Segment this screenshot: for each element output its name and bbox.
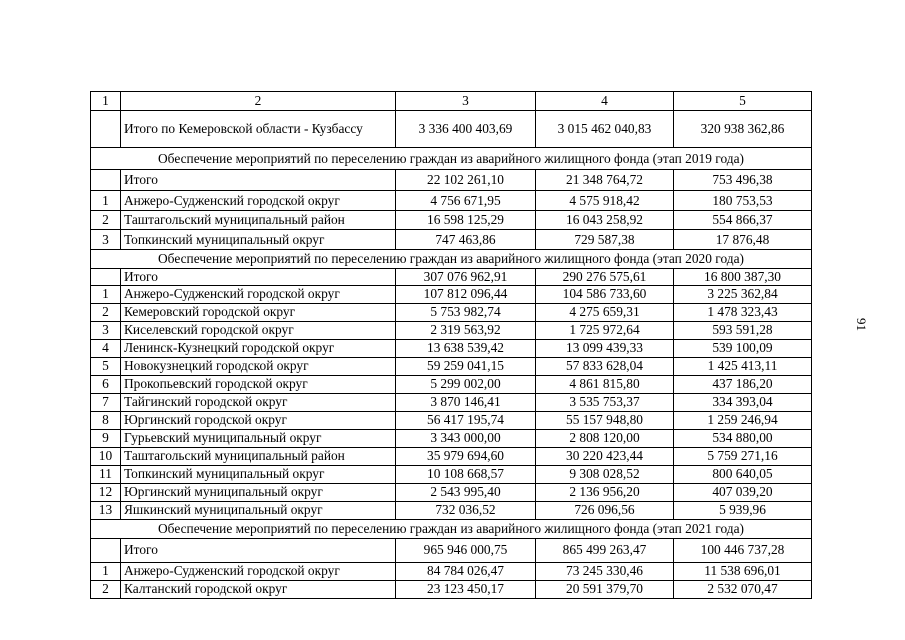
municipality-name: Киселевский городской округ [121,321,396,339]
amount-value: 17 876,48 [674,230,812,250]
section-subtotal-row [91,268,812,285]
subtotal-value: 100 446 737,28 [674,538,812,562]
amount-value: 2 136 956,20 [536,483,674,501]
grand-total-num [91,111,121,148]
amount-value: 13 099 439,33 [536,339,674,357]
table-row [91,285,812,303]
page-number: 91 [854,318,869,331]
table-row [91,191,812,211]
amount-value: 57 833 628,04 [536,357,674,375]
amount-value: 554 866,37 [674,210,812,230]
row-number: 1 [91,285,121,303]
row-number: 2 [91,580,121,598]
subtotal-value: 865 499 263,47 [536,538,674,562]
amount-value: 55 157 948,80 [536,411,674,429]
grand-total-value: 3 336 400 403,69 [396,111,536,148]
grand-total-value: 3 015 462 040,83 [536,111,674,148]
municipality-name: Анжеро-Судженский городской округ [121,285,396,303]
municipality-name: Анжеро-Судженский городской округ [121,562,396,580]
table-row [91,411,812,429]
subtotal-value: 307 076 962,91 [396,268,536,285]
municipality-name: Юргинский городской округ [121,411,396,429]
row-number: 4 [91,339,121,357]
funding-table [90,91,812,599]
row-number: 3 [91,321,121,339]
amount-value: 334 393,04 [674,393,812,411]
grand-total-value: 320 938 362,86 [674,111,812,148]
amount-value: 3 870 146,41 [396,393,536,411]
amount-value: 180 753,53 [674,191,812,211]
subtotal-label: Итого [121,268,396,285]
row-number: 11 [91,465,121,483]
amount-value: 59 259 041,15 [396,357,536,375]
amount-value: 539 100,09 [674,339,812,357]
amount-value: 5 753 982,74 [396,303,536,321]
amount-value: 30 220 423,44 [536,447,674,465]
section-title: Обеспечение мероприятий по переселению граждан из аварийного жилищного фонда (этап 2019 года) [91,148,812,170]
table-row [91,375,812,393]
section-subtotal-row [91,170,812,191]
amount-value: 20 591 379,70 [536,580,674,598]
amount-value: 73 245 330,46 [536,562,674,580]
amount-value: 1 478 323,43 [674,303,812,321]
amount-value: 84 784 026,47 [396,562,536,580]
row-number: 1 [91,191,121,211]
table-row [91,483,812,501]
amount-value: 1 425 413,11 [674,357,812,375]
table-row [91,447,812,465]
subtotal-value: 22 102 261,10 [396,170,536,191]
row-number: 2 [91,303,121,321]
subtotal-num [91,170,121,191]
amount-value: 437 186,20 [674,375,812,393]
row-number: 13 [91,501,121,519]
amount-value: 2 319 563,92 [396,321,536,339]
amount-value: 1 259 246,94 [674,411,812,429]
row-number: 5 [91,357,121,375]
municipality-name: Тайгинский городской округ [121,393,396,411]
amount-value: 3 343 000,00 [396,429,536,447]
table-row [91,210,812,230]
subtotal-value: 965 946 000,75 [396,538,536,562]
column-header-1: 1 [91,92,121,111]
municipality-name: Таштагольский муниципальный район [121,210,396,230]
table-row [91,429,812,447]
municipality-name: Калтанский городской округ [121,580,396,598]
amount-value: 5 759 271,16 [674,447,812,465]
table-row [91,465,812,483]
amount-value: 800 640,05 [674,465,812,483]
amount-value: 4 575 918,42 [536,191,674,211]
amount-value: 407 039,20 [674,483,812,501]
amount-value: 56 417 195,74 [396,411,536,429]
amount-value: 104 586 733,60 [536,285,674,303]
table-row [91,580,812,598]
subtotal-value: 753 496,38 [674,170,812,191]
table-row [91,303,812,321]
amount-value: 2 543 995,40 [396,483,536,501]
column-header-3: 3 [396,92,536,111]
amount-value: 35 979 694,60 [396,447,536,465]
subtotal-label: Итого [121,170,396,191]
section-title-row [91,249,812,268]
table-row [91,321,812,339]
row-number: 10 [91,447,121,465]
amount-value: 726 096,56 [536,501,674,519]
table-row [91,339,812,357]
row-number: 6 [91,375,121,393]
row-number: 9 [91,429,121,447]
amount-value: 2 532 070,47 [674,580,812,598]
table-row [91,393,812,411]
municipality-name: Яшкинский муниципальный округ [121,501,396,519]
subtotal-value: 21 348 764,72 [536,170,674,191]
municipality-name: Ленинск-Кузнецкий городской округ [121,339,396,357]
municipality-name: Гурьевский муниципальный округ [121,429,396,447]
subtotal-num [91,538,121,562]
row-number: 2 [91,210,121,230]
amount-value: 9 308 028,52 [536,465,674,483]
column-header-5: 5 [674,92,812,111]
table-row [91,357,812,375]
amount-value: 5 299 002,00 [396,375,536,393]
municipality-name: Прокопьевский городской округ [121,375,396,393]
amount-value: 3 225 362,84 [674,285,812,303]
table-header-row [91,92,812,111]
amount-value: 1 725 972,64 [536,321,674,339]
amount-value: 729 587,38 [536,230,674,250]
amount-value: 10 108 668,57 [396,465,536,483]
municipality-name: Новокузнецкий городской округ [121,357,396,375]
amount-value: 16 598 125,29 [396,210,536,230]
amount-value: 4 275 659,31 [536,303,674,321]
table-row [91,562,812,580]
amount-value: 23 123 450,17 [396,580,536,598]
section-title: Обеспечение мероприятий по переселению граждан из аварийного жилищного фонда (этап 2021 года) [91,519,812,538]
table-row [91,230,812,250]
row-number: 7 [91,393,121,411]
row-number: 12 [91,483,121,501]
municipality-name: Таштагольский муниципальный район [121,447,396,465]
amount-value: 5 939,96 [674,501,812,519]
amount-value: 13 638 539,42 [396,339,536,357]
municipality-name: Кемеровский городской округ [121,303,396,321]
subtotal-label: Итого [121,538,396,562]
municipality-name: Топкинский муниципальный округ [121,230,396,250]
municipality-name: Анжеро-Судженский городской округ [121,191,396,211]
table-body [91,92,812,599]
amount-value: 747 463,86 [396,230,536,250]
amount-value: 593 591,28 [674,321,812,339]
amount-value: 107 812 096,44 [396,285,536,303]
municipality-name: Юргинский муниципальный округ [121,483,396,501]
amount-value: 732 036,52 [396,501,536,519]
table-row [91,501,812,519]
section-title-row [91,519,812,538]
section-title-row [91,148,812,170]
column-header-4: 4 [536,92,674,111]
row-number: 8 [91,411,121,429]
section-subtotal-row [91,538,812,562]
amount-value: 16 043 258,92 [536,210,674,230]
amount-value: 534 880,00 [674,429,812,447]
subtotal-num [91,268,121,285]
grand-total-name: Итого по Кемеровской области - Кузбассу [121,111,396,148]
amount-value: 2 808 120,00 [536,429,674,447]
amount-value: 4 861 815,80 [536,375,674,393]
amount-value: 4 756 671,95 [396,191,536,211]
municipality-name: Топкинский муниципальный округ [121,465,396,483]
section-title: Обеспечение мероприятий по переселению граждан из аварийного жилищного фонда (этап 2020 года) [91,249,812,268]
grand-total-row [91,111,812,148]
row-number: 1 [91,562,121,580]
row-number: 3 [91,230,121,250]
column-header-2: 2 [121,92,396,111]
subtotal-value: 290 276 575,61 [536,268,674,285]
subtotal-value: 16 800 387,30 [674,268,812,285]
amount-value: 11 538 696,01 [674,562,812,580]
amount-value: 3 535 753,37 [536,393,674,411]
